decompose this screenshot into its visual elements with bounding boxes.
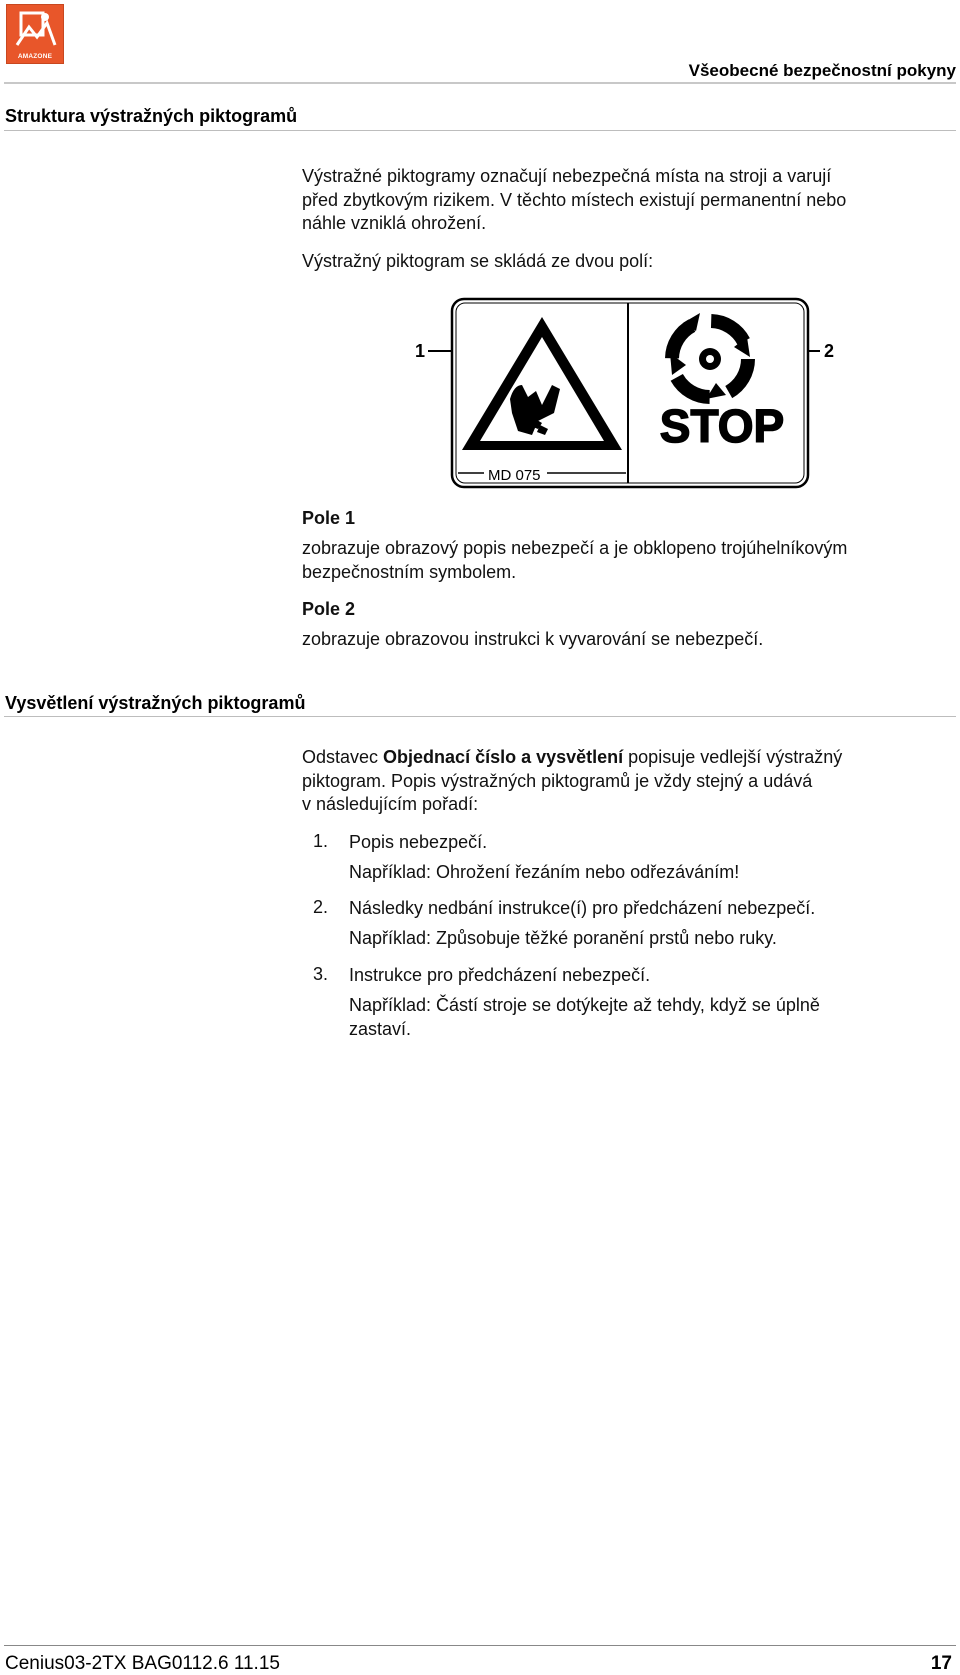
section-divider xyxy=(4,130,956,131)
paragraph-fields: Výstražný piktogram se skládá ze dvou polí: xyxy=(302,251,654,271)
section-title-structure: Struktura výstražných piktogramů xyxy=(5,106,298,126)
text-line: náhle vzniklá ohrožení. xyxy=(302,213,487,233)
list-item-number: 1. xyxy=(313,831,329,851)
list-item-number: 3. xyxy=(313,964,329,984)
header-divider xyxy=(4,82,956,84)
paragraph-explanation xyxy=(302,746,842,817)
text-line xyxy=(302,746,842,770)
list-item-example xyxy=(349,994,820,1041)
text-line: zobrazuje obrazový popis nebezpečí a je obklopeno trojúhelníkovým xyxy=(302,538,848,558)
text-line: zastaví. xyxy=(349,1018,412,1039)
footer-document-id: Cenius03-2TX BAG0112.6 11.15 xyxy=(5,1653,280,1674)
list-item-text: Instrukce pro předcházení nebezpečí. xyxy=(349,965,651,985)
logo-emblem-icon xyxy=(7,5,65,51)
list-item-number: 2. xyxy=(313,897,329,917)
amazone-logo xyxy=(6,4,64,64)
footer-divider xyxy=(4,1645,956,1646)
paragraph-intro xyxy=(302,165,846,236)
list-item-example: Například: Ohrožení řezáním nebo odřezáváním! xyxy=(349,862,740,882)
list-item-example: Například: Způsobuje těžké poranění prstů nebo ruky. xyxy=(349,928,777,948)
pole1-text xyxy=(302,537,847,584)
pictogram-code: MD 075 xyxy=(488,467,541,484)
text-line: před zbytkovým rizikem. V těchto místech existují permanentní nebo xyxy=(302,189,847,210)
text-line: bezpečnostním symbolem. xyxy=(302,561,517,582)
list-item-text: Následky nedbání instrukce(í) pro předcházení nebezpečí. xyxy=(349,898,816,918)
text-line: Například: Částí stroje se dotýkejte až tehdy, když se úplně xyxy=(349,995,820,1015)
section-divider xyxy=(4,716,956,717)
callout-2: 2 xyxy=(824,341,835,361)
list-item-text: Popis nebezpečí. xyxy=(349,832,488,852)
pole2-text: zobrazuje obrazovou instrukci k vyvarování se nebezpečí. xyxy=(302,629,764,649)
callout-1: 1 xyxy=(415,341,426,361)
warning-pictogram-figure xyxy=(400,295,840,495)
text-segment: popisuje vedlejší výstražný xyxy=(623,747,843,767)
logo-text: AMAZONE xyxy=(17,53,53,60)
stop-text: STOP xyxy=(659,400,785,452)
pole1-label: Pole 1 xyxy=(302,508,356,528)
text-line: Výstražné piktogramy označují nebezpečná místa na stroji a varují xyxy=(302,166,832,186)
text-segment: Odstavec xyxy=(302,747,384,767)
header-title: Všeobecné bezpečnostní pokyny xyxy=(688,61,956,80)
text-line: v následujícím pořadí: xyxy=(302,794,479,814)
pole2-label: Pole 2 xyxy=(302,599,356,619)
bold-reference: Objednací číslo a vysvětlení xyxy=(383,747,624,767)
text-line: piktogram. Popis výstražných piktogramů je vždy stejný a udává xyxy=(302,770,813,791)
section-title-explanation: Vysvětlení výstražných piktogramů xyxy=(5,693,306,713)
page-number: 17 xyxy=(930,1653,952,1674)
